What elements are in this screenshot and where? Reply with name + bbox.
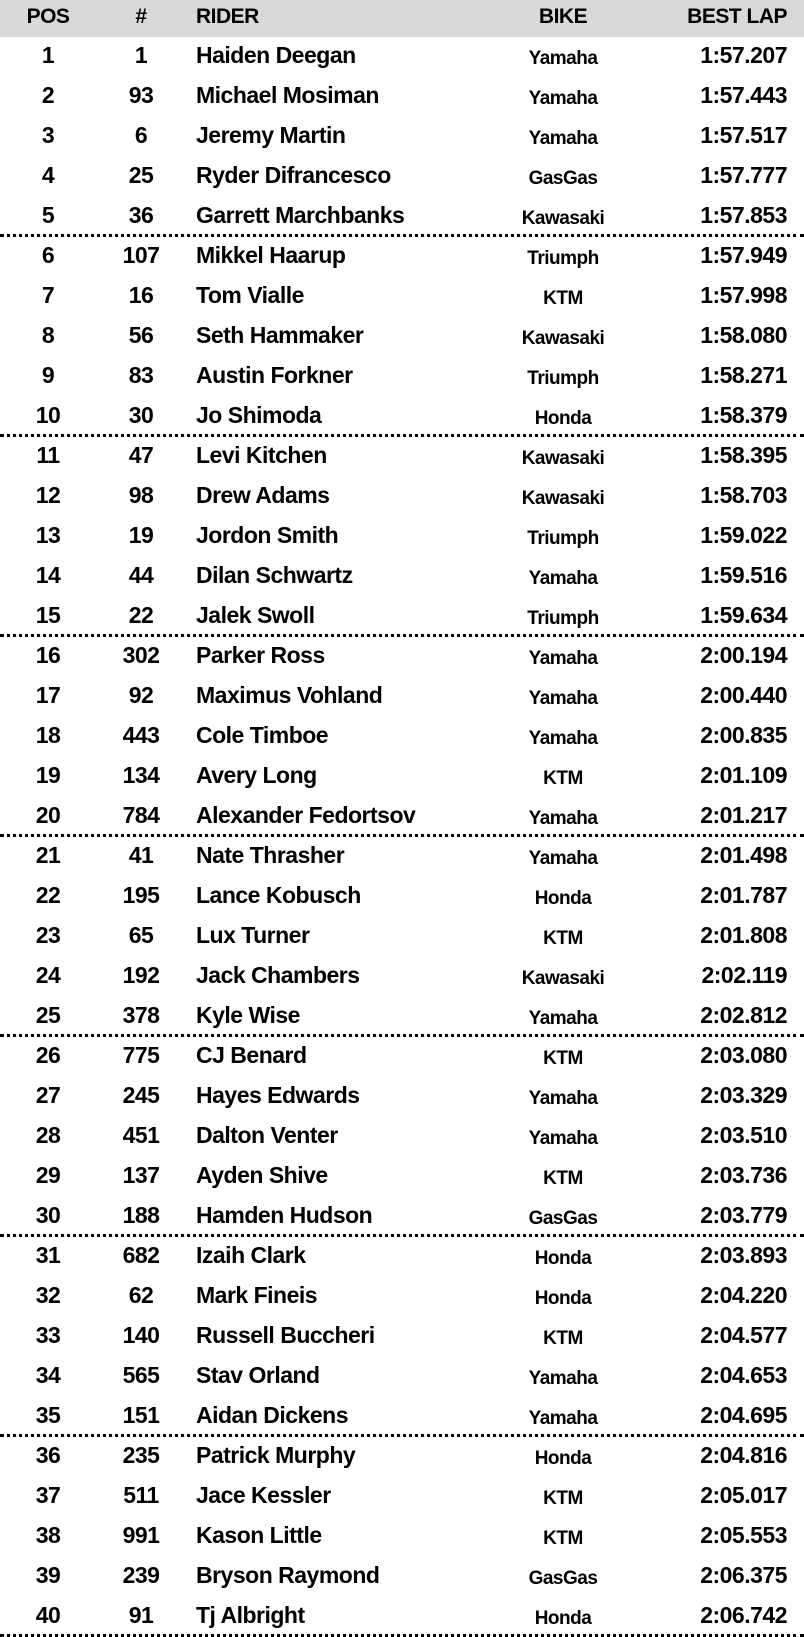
row-number: 1 [134,42,148,68]
row-pos: 11 [36,442,60,468]
table-row [0,677,804,717]
row-number: 25 [128,162,154,188]
row-number: 91 [128,1602,154,1628]
row-bike: GasGas [528,1568,598,1589]
row-number: 245 [122,1082,160,1108]
row-pos: 26 [35,1042,61,1068]
row-pos: 29 [35,1162,61,1188]
row-number: 47 [128,442,154,468]
row-bike: Kawasaki [521,968,605,989]
table-row [0,1357,804,1397]
row-pos: 19 [35,762,61,788]
row-pos: 18 [35,722,61,748]
table-row [0,597,804,637]
row-best-lap: 2:06.742 [700,1602,787,1628]
row-bike: Kawasaki [521,208,605,229]
row-number: 188 [122,1202,160,1228]
row-pos: 25 [35,1002,61,1028]
row-best-lap: 2:03.329 [700,1082,787,1108]
row-number: 30 [128,402,154,428]
row-rider: Haiden Deegan [196,42,356,68]
row-bike: Triumph [527,608,599,629]
header-number: # [135,5,147,28]
row-number: 6 [134,122,148,148]
row-best-lap: 2:02.119 [701,962,787,988]
row-number: 239 [122,1562,160,1588]
row-rider: Mikkel Haarup [196,242,346,268]
row-bike: Yamaha [528,1128,598,1149]
row-bike: Kawasaki [521,488,605,509]
header-rider: RIDER [196,5,259,28]
table-row [0,117,804,157]
table-row [0,717,804,757]
row-rider: Stav Orland [196,1362,320,1388]
row-rider: Mark Fineis [196,1282,318,1308]
table-row [0,757,804,797]
header-bike: BIKE [538,5,588,28]
row-number: 137 [122,1162,160,1188]
row-bike: Yamaha [528,1408,598,1429]
row-best-lap: 2:03.779 [700,1202,787,1228]
row-pos: 32 [35,1282,61,1308]
row-pos: 4 [41,162,55,188]
table-row [0,157,804,197]
row-pos: 1 [41,42,55,68]
row-pos: 27 [35,1082,61,1108]
row-bike: KTM [543,288,583,309]
row-pos: 9 [41,362,55,388]
row-best-lap: 2:03.080 [700,1042,787,1068]
row-bike: Yamaha [528,48,598,69]
row-rider: Jack Chambers [196,962,360,988]
row-rider: Aidan Dickens [196,1402,348,1428]
row-pos: 36 [35,1442,61,1468]
table-row [0,1317,804,1357]
row-pos: 35 [35,1402,61,1428]
table-header [0,0,804,37]
row-best-lap: 2:01.109 [700,762,787,788]
row-number: 16 [128,282,154,308]
row-best-lap: 2:04.577 [700,1322,787,1348]
row-best-lap: 1:57.998 [700,282,787,308]
row-rider: Ryder Difrancesco [196,162,391,188]
row-rider: Kason Little [196,1522,322,1548]
row-number: 443 [122,722,160,748]
table-row [0,1477,804,1517]
row-best-lap: 2:05.017 [700,1482,787,1508]
row-rider: Hayes Edwards [196,1082,360,1108]
row-number: 41 [128,842,154,868]
row-rider: Bryson Raymond [196,1562,380,1588]
row-bike: KTM [543,1328,583,1349]
row-best-lap: 2:01.498 [700,842,787,868]
row-number: 991 [122,1522,160,1548]
row-bike: Honda [534,408,592,429]
row-best-lap: 1:58.080 [700,322,787,348]
row-number: 682 [122,1242,160,1268]
row-pos: 5 [41,202,55,228]
row-pos: 34 [35,1362,61,1388]
row-best-lap: 2:02.812 [700,1002,787,1028]
row-rider: Alexander Fedortsov [196,802,416,828]
row-number: 302 [122,642,160,668]
row-number: 44 [128,562,154,588]
row-bike: Honda [534,1448,592,1469]
row-best-lap: 2:00.835 [700,722,787,748]
row-pos: 17 [35,682,61,708]
row-rider: Cole Timboe [196,722,329,748]
table-row [0,1277,804,1317]
table-row [0,1157,804,1197]
table-row [0,1197,804,1237]
row-number: 65 [128,922,154,948]
row-best-lap: 2:04.695 [700,1402,787,1428]
row-bike: Yamaha [528,128,598,149]
table-row [0,77,804,117]
row-rider: Tj Albright [196,1602,305,1628]
row-best-lap: 1:57.443 [700,82,787,108]
row-rider: Avery Long [196,762,317,788]
row-bike: KTM [543,1528,583,1549]
table-row [0,1437,804,1477]
table-row [0,317,804,357]
table-row [0,1117,804,1157]
row-rider: Seth Hammaker [196,322,364,348]
row-number: 22 [128,602,154,628]
row-best-lap: 1:57.853 [700,202,787,228]
row-best-lap: 2:00.194 [700,642,787,668]
row-rider: Levi Kitchen [196,442,327,468]
row-best-lap: 2:05.553 [700,1522,787,1548]
row-best-lap: 1:57.949 [700,242,787,268]
table-row [0,1397,804,1437]
row-bike: Honda [534,1288,592,1309]
row-pos: 20 [35,802,61,828]
row-rider: Kyle Wise [196,1002,300,1028]
row-best-lap: 1:58.379 [700,402,787,428]
table-row [0,1077,804,1117]
row-pos: 3 [41,122,55,148]
row-best-lap: 1:58.271 [700,362,787,388]
row-pos: 40 [35,1602,61,1628]
row-number: 511 [123,1482,159,1508]
row-bike: KTM [543,768,583,789]
row-rider: Nate Thrasher [196,842,345,868]
row-bike: GasGas [528,168,598,189]
row-rider: Lance Kobusch [196,882,361,908]
row-bike: Yamaha [528,1008,598,1029]
header-best-lap: BEST LAP [687,5,787,28]
row-number: 784 [122,802,160,828]
table-row [0,237,804,277]
row-rider: Parker Ross [196,642,325,668]
row-rider: Jeremy Martin [196,122,346,148]
table-row [0,517,804,557]
row-bike: KTM [543,1168,583,1189]
row-best-lap: 2:01.808 [700,922,787,948]
row-rider: Jace Kessler [196,1482,331,1508]
row-pos: 24 [35,962,61,988]
row-bike: Yamaha [528,728,598,749]
table-row [0,877,804,917]
table-row [0,397,804,437]
row-bike: KTM [543,1048,583,1069]
row-pos: 21 [35,842,61,868]
row-pos: 22 [35,882,61,908]
table-row [0,357,804,397]
table-body [0,37,804,1637]
row-best-lap: 1:59.634 [700,602,787,628]
row-number: 92 [128,682,154,708]
row-pos: 33 [35,1322,61,1348]
table-row [0,1037,804,1077]
row-number: 98 [128,482,154,508]
row-rider: Ayden Shive [196,1162,328,1188]
row-bike: Honda [534,888,592,909]
row-number: 19 [128,522,154,548]
row-rider: Izaih Clark [196,1242,306,1268]
row-rider: Dilan Schwartz [196,562,353,588]
row-bike: Triumph [527,368,599,389]
row-pos: 15 [35,602,61,628]
table-row [0,917,804,957]
row-bike: KTM [543,928,583,949]
row-best-lap: 2:04.816 [700,1442,787,1468]
row-pos: 37 [35,1482,61,1508]
table-row [0,557,804,597]
row-best-lap: 2:04.220 [700,1282,787,1308]
row-best-lap: 1:59.516 [700,562,787,588]
row-number: 93 [128,82,154,108]
row-number: 134 [122,762,160,788]
row-number: 107 [122,242,160,268]
row-bike: Yamaha [528,808,598,829]
row-rider: Jalek Swoll [196,602,315,628]
table-row [0,1557,804,1597]
row-bike: Honda [534,1608,592,1629]
row-rider: Jordon Smith [196,522,339,548]
row-best-lap: 1:58.703 [700,482,787,508]
row-best-lap: 1:58.395 [700,442,787,468]
row-pos: 7 [41,282,55,308]
row-bike: Yamaha [528,648,598,669]
row-rider: CJ Benard [196,1042,307,1068]
row-pos: 6 [41,242,55,268]
row-rider: Hamden Hudson [196,1202,373,1228]
row-number: 140 [122,1322,160,1348]
table-row [0,957,804,997]
row-bike: Yamaha [528,1088,598,1109]
row-bike: Triumph [527,528,599,549]
row-number: 775 [122,1042,160,1068]
row-best-lap: 2:03.736 [700,1162,787,1188]
table-row [0,197,804,237]
row-best-lap: 2:01.787 [700,882,787,908]
row-best-lap: 1:57.777 [700,162,787,188]
row-number: 378 [122,1002,160,1028]
row-pos: 39 [35,1562,61,1588]
table-row [0,37,804,77]
row-best-lap: 2:04.653 [700,1362,787,1388]
row-rider: Lux Turner [196,922,310,948]
table-row [0,437,804,477]
row-best-lap: 2:00.440 [700,682,787,708]
row-rider: Michael Mosiman [196,82,379,108]
row-best-lap: 2:06.375 [700,1562,787,1588]
row-bike: Kawasaki [521,328,605,349]
row-pos: 12 [35,482,61,508]
row-rider: Dalton Venter [196,1122,338,1148]
row-bike: KTM [543,1488,583,1509]
row-rider: Tom Vialle [196,282,304,308]
row-bike: Yamaha [528,1368,598,1389]
row-rider: Jo Shimoda [196,402,322,428]
row-best-lap: 1:59.022 [700,522,787,548]
row-best-lap: 1:57.207 [700,42,787,68]
row-rider: Patrick Murphy [196,1442,356,1468]
row-rider: Garrett Marchbanks [196,202,405,228]
row-pos: 14 [35,562,61,588]
row-number: 56 [128,322,154,348]
row-pos: 38 [35,1522,61,1548]
table-row [0,277,804,317]
row-number: 192 [122,962,160,988]
table-row [0,477,804,517]
row-pos: 2 [41,82,55,108]
table-row [0,797,804,837]
row-rider: Austin Forkner [196,362,353,388]
row-rider: Drew Adams [196,482,330,508]
row-pos: 30 [35,1202,61,1228]
row-number: 83 [128,362,154,388]
row-pos: 28 [35,1122,61,1148]
table-row [0,1237,804,1277]
row-number: 565 [122,1362,160,1388]
row-bike: Yamaha [528,88,598,109]
row-best-lap: 2:03.510 [700,1122,787,1148]
row-pos: 13 [35,522,61,548]
table-row [0,637,804,677]
row-rider: Russell Buccheri [196,1322,375,1348]
row-pos: 10 [35,402,61,428]
row-bike: GasGas [528,1208,598,1229]
row-bike: Honda [534,1248,592,1269]
table-row [0,1597,804,1637]
row-bike: Kawasaki [521,448,605,469]
header-pos: POS [26,5,70,28]
row-pos: 16 [35,642,61,668]
row-number: 195 [122,882,160,908]
row-best-lap: 2:01.217 [700,802,787,828]
table-row [0,997,804,1037]
row-bike: Yamaha [528,568,598,589]
row-number: 36 [128,202,154,228]
row-bike: Triumph [527,248,599,269]
row-pos: 23 [35,922,61,948]
table-row [0,837,804,877]
row-pos: 31 [35,1242,61,1268]
row-best-lap: 1:57.517 [700,122,787,148]
row-bike: Yamaha [528,688,598,709]
row-number: 235 [122,1442,160,1468]
row-number: 62 [128,1282,154,1308]
row-number: 451 [122,1122,160,1148]
row-bike: Yamaha [528,848,598,869]
row-pos: 8 [41,322,55,348]
row-rider: Maximus Vohland [196,682,383,708]
row-best-lap: 2:03.893 [700,1242,787,1268]
row-number: 151 [122,1402,160,1428]
table-row [0,1517,804,1557]
